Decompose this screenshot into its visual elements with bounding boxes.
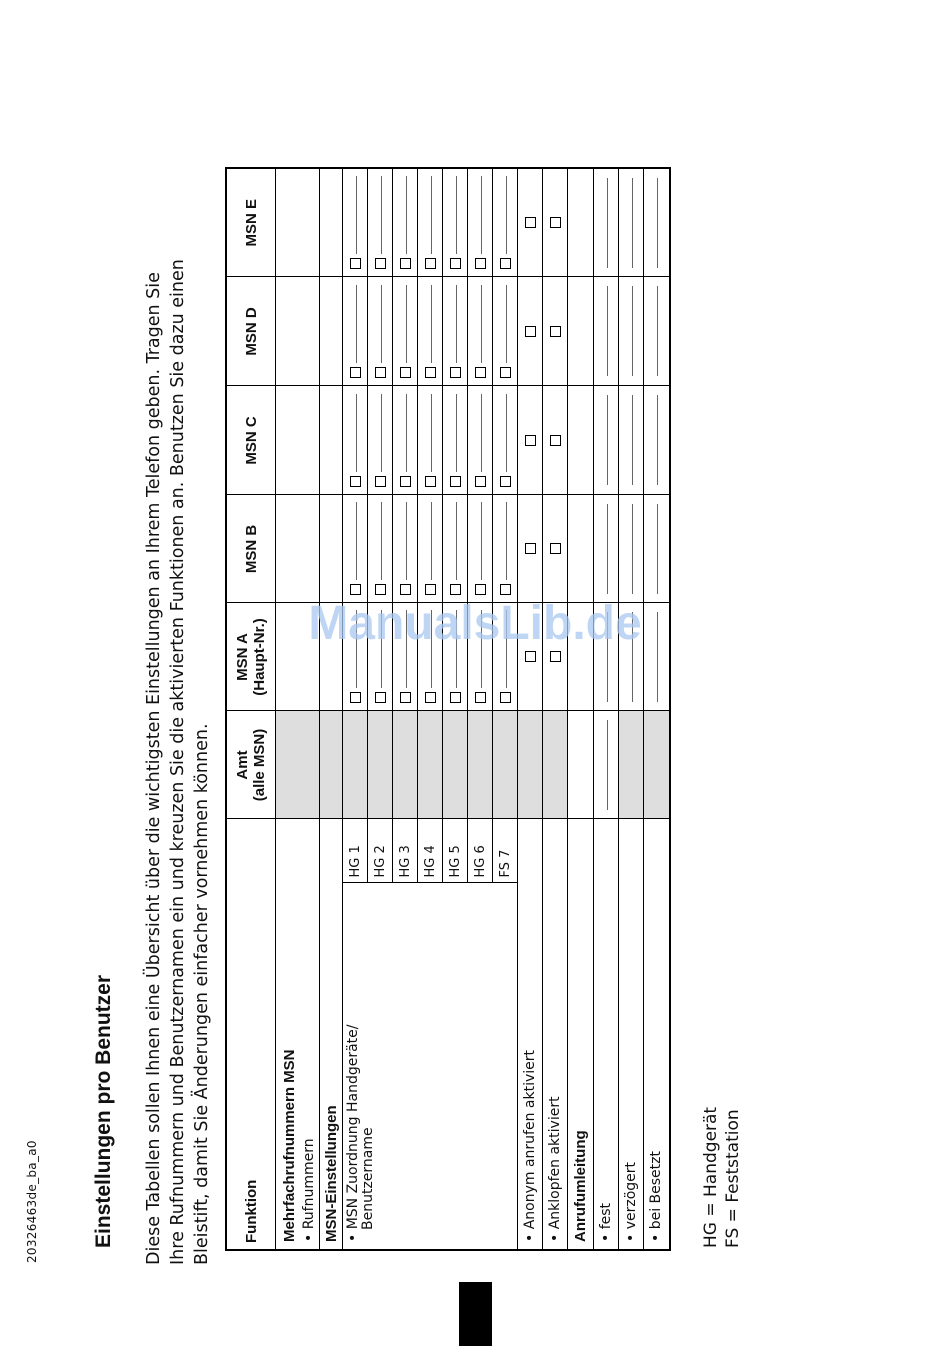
checkbox[interactable]: [475, 477, 486, 488]
msn-d-entry-cell[interactable]: [493, 277, 518, 386]
msn-b-entry-cell[interactable]: [343, 495, 368, 603]
msn-a-cell[interactable]: [276, 603, 320, 711]
table-row-anrufumleitung: [568, 168, 594, 1250]
entry-line[interactable]: [606, 396, 608, 486]
checkbox[interactable]: [450, 585, 461, 596]
msn-e-line-cell[interactable]: [594, 168, 619, 277]
msn-d-entry-cell[interactable]: [418, 277, 443, 386]
entry-line[interactable]: [480, 286, 482, 364]
entry-line[interactable]: [656, 612, 658, 702]
document-id: 20326463de_ba_a0: [25, 1140, 39, 1263]
checkbox[interactable]: [450, 259, 461, 270]
watermark: ManualsLib.de: [308, 597, 642, 650]
msn-a-line-cell[interactable]: [644, 603, 670, 711]
header-amt: [226, 711, 276, 819]
msn-d-entry-cell[interactable]: [468, 277, 493, 386]
checkbox[interactable]: [400, 585, 411, 596]
checkbox[interactable]: [500, 477, 511, 488]
msn-d-line-cell[interactable]: [619, 277, 644, 386]
checkbox[interactable]: [500, 585, 511, 596]
entry-line[interactable]: [631, 178, 633, 268]
entry-line[interactable]: [380, 286, 382, 364]
checkbox[interactable]: [350, 368, 361, 379]
amt-line-cell[interactable]: [594, 711, 619, 819]
table-row-msn-einstellungen: [320, 168, 343, 1250]
msn-d-entry-cell[interactable]: [368, 277, 393, 386]
msn-e-line-cell[interactable]: [619, 168, 644, 277]
checkbox[interactable]: [375, 585, 386, 596]
entry-line[interactable]: [405, 503, 407, 581]
msn-e-cell[interactable]: [276, 168, 320, 277]
msn-d-checkbox-cell[interactable]: [518, 277, 543, 386]
checkbox[interactable]: [525, 652, 536, 663]
checkbox[interactable]: [350, 477, 361, 488]
header-msn-e: MSN E: [226, 168, 276, 277]
entry-line[interactable]: [430, 503, 432, 581]
zuordnung-label: [343, 883, 518, 1250]
entry-line[interactable]: [505, 611, 507, 689]
amt-cell: [393, 711, 418, 819]
msn-e-entry-cell[interactable]: [343, 168, 368, 277]
msn-e-entry-cell[interactable]: [493, 168, 518, 277]
intro-line-1: Diese Tabellen sollen Ihnen eine Übersicht über die wichtigsten Einstellungen an Ihrem Telefon geben. Tragen Sie: [144, 272, 164, 1265]
header-msn-a-line2: (Haupt-Nr.): [251, 618, 268, 696]
checkbox[interactable]: [425, 368, 436, 379]
msn-c-line-cell[interactable]: [619, 386, 644, 495]
entry-line[interactable]: [355, 395, 357, 473]
msn-e-entry-cell[interactable]: [393, 168, 418, 277]
msn-e-entry-cell[interactable]: [368, 168, 393, 277]
msn-d-line-cell[interactable]: [594, 277, 619, 386]
entry-line[interactable]: [480, 177, 482, 255]
header-msn-a-line1: MSN A: [234, 633, 251, 681]
entry-line[interactable]: [480, 503, 482, 581]
checkbox[interactable]: [475, 259, 486, 270]
msn-a-checkbox-cell[interactable]: [518, 603, 543, 711]
rufnummern-label: • Rufnummern: [301, 1138, 317, 1242]
msn-b-checkbox-cell[interactable]: [543, 495, 568, 603]
msn-e-entry-cell[interactable]: [418, 168, 443, 277]
entry-line[interactable]: [606, 612, 608, 702]
intro-line-3: Bleistift, damit Sie Änderungen einfacher vornehmen können.: [192, 723, 212, 1265]
msn-a-entry-cell[interactable]: [443, 603, 468, 711]
checkbox[interactable]: [450, 693, 461, 704]
entry-line[interactable]: [631, 612, 633, 702]
page-edge-tab: [459, 1282, 492, 1346]
msn-a-entry-cell[interactable]: [493, 603, 518, 711]
msn-c-entry-cell[interactable]: [343, 386, 368, 495]
checkbox[interactable]: [425, 693, 436, 704]
table-header-row: [226, 168, 276, 1250]
entry-line[interactable]: [430, 395, 432, 473]
amt-cell: [418, 711, 443, 819]
entry-line[interactable]: [606, 720, 608, 810]
amt-cell: [568, 711, 594, 819]
msn-a-cell: [320, 603, 343, 711]
msn-c-line-cell[interactable]: [594, 386, 619, 495]
entry-line[interactable]: [455, 177, 457, 255]
msn-d-entry-cell[interactable]: [343, 277, 368, 386]
entry-line[interactable]: [480, 611, 482, 689]
msn-c-cell: [320, 386, 343, 495]
besetzt-label: • bei Besetzt: [644, 819, 670, 1250]
entry-line[interactable]: [631, 396, 633, 486]
checkbox[interactable]: [550, 544, 561, 555]
anrufumleitung-label: Anrufumleitung: [568, 819, 594, 1250]
entry-line[interactable]: [631, 287, 633, 377]
entry-line[interactable]: [505, 177, 507, 255]
table-row-device: [343, 168, 368, 1250]
msn-d-cell[interactable]: [276, 277, 320, 386]
msn-d-line-cell[interactable]: [644, 277, 670, 386]
entry-line[interactable]: [505, 503, 507, 581]
checkbox[interactable]: [475, 585, 486, 596]
entry-line[interactable]: [380, 503, 382, 581]
entry-line[interactable]: [355, 177, 357, 255]
device-label: HG 5: [443, 819, 468, 883]
msn-c-cell[interactable]: [276, 386, 320, 495]
checkbox[interactable]: [375, 693, 386, 704]
checkbox[interactable]: [550, 652, 561, 663]
table-row-anonym: [518, 168, 543, 1250]
msn-a-entry-cell[interactable]: [418, 603, 443, 711]
entry-line[interactable]: [380, 395, 382, 473]
header-amt-line2: (alle MSN): [251, 728, 268, 802]
msn-b-line-cell[interactable]: [594, 495, 619, 603]
entry-line[interactable]: [405, 395, 407, 473]
msn-b-entry-cell[interactable]: [418, 495, 443, 603]
checkbox[interactable]: [350, 693, 361, 704]
entry-line[interactable]: [455, 395, 457, 473]
header-funktion: Funktion: [226, 819, 276, 1250]
msn-e-checkbox-cell[interactable]: [543, 168, 568, 277]
checkbox[interactable]: [500, 259, 511, 270]
entry-line[interactable]: [455, 503, 457, 581]
msn-e-line-cell[interactable]: [644, 168, 670, 277]
msn-a-line-cell[interactable]: [619, 603, 644, 711]
checkbox[interactable]: [375, 368, 386, 379]
amt-cell: [644, 711, 670, 819]
footer-legend: [700, 1107, 744, 1248]
amt-cell: [276, 711, 320, 819]
checkbox[interactable]: [500, 368, 511, 379]
table-row-fest: [594, 168, 619, 1250]
header-amt-line1: Amt: [234, 750, 251, 780]
device-rows: [343, 168, 518, 1250]
entry-line[interactable]: [656, 504, 658, 594]
entry-line[interactable]: [455, 286, 457, 364]
amt-cell: [493, 711, 518, 819]
checkbox[interactable]: [375, 477, 386, 488]
msn-b-cell: [320, 495, 343, 603]
device-label: HG 3: [393, 819, 418, 883]
anonym-label: • Anonym anrufen aktiviert: [518, 819, 543, 1250]
checkbox[interactable]: [400, 368, 411, 379]
msn-c-entry-cell[interactable]: [418, 386, 443, 495]
mehrfach-title: Mehrfachrufnummern MSN: [281, 1049, 298, 1242]
msn-e-checkbox-cell[interactable]: [518, 168, 543, 277]
msn-c-entry-cell[interactable]: [443, 386, 468, 495]
msn-b-cell: [568, 495, 594, 603]
msn-c-entry-cell[interactable]: [393, 386, 418, 495]
entry-line[interactable]: [656, 396, 658, 486]
mehrfach-label: [276, 819, 320, 1250]
checkbox[interactable]: [400, 259, 411, 270]
checkbox[interactable]: [525, 544, 536, 555]
entry-line[interactable]: [355, 503, 357, 581]
msn-a-cell: [568, 603, 594, 711]
msn-a-line-cell[interactable]: [594, 603, 619, 711]
amt-cell: [468, 711, 493, 819]
entry-line[interactable]: [606, 504, 608, 594]
checkbox[interactable]: [500, 693, 511, 704]
entry-line[interactable]: [631, 504, 633, 594]
entry-line[interactable]: [480, 395, 482, 473]
checkbox[interactable]: [525, 217, 536, 228]
checkbox[interactable]: [425, 477, 436, 488]
table-row-besetzt: [644, 168, 670, 1250]
msn-d-checkbox-cell[interactable]: [543, 277, 568, 386]
header-msn-c: MSN C: [226, 386, 276, 495]
entry-line[interactable]: [380, 611, 382, 689]
device-label: FS 7: [493, 819, 518, 883]
msn-a-entry-cell[interactable]: [393, 603, 418, 711]
entry-line[interactable]: [405, 611, 407, 689]
fest-label: • fest: [594, 819, 619, 1250]
table-row-verzoegert: [619, 168, 644, 1250]
entry-line[interactable]: [430, 286, 432, 364]
msn-b-cell[interactable]: [276, 495, 320, 603]
anklopfen-label: • Anklopfen aktiviert: [543, 819, 568, 1250]
amt-cell: [543, 711, 568, 819]
msn-d-cell: [568, 277, 594, 386]
msn-a-entry-cell[interactable]: [468, 603, 493, 711]
entry-line[interactable]: [505, 395, 507, 473]
header-msn-d: MSN D: [226, 277, 276, 386]
checkbox[interactable]: [400, 693, 411, 704]
msn-c-entry-cell[interactable]: [468, 386, 493, 495]
checkbox[interactable]: [475, 693, 486, 704]
checkbox[interactable]: [550, 326, 561, 337]
msn-b-entry-cell[interactable]: [493, 495, 518, 603]
msn-c-line-cell[interactable]: [644, 386, 670, 495]
checkbox[interactable]: [425, 259, 436, 270]
checkbox[interactable]: [375, 259, 386, 270]
msn-b-entry-cell[interactable]: [393, 495, 418, 603]
msn-b-checkbox-cell[interactable]: [518, 495, 543, 603]
device-label: HG 6: [468, 819, 493, 883]
entry-line[interactable]: [430, 177, 432, 255]
intro-text: [142, 165, 214, 1265]
amt-cell: [368, 711, 393, 819]
msn-b-entry-cell[interactable]: [368, 495, 393, 603]
checkbox[interactable]: [425, 585, 436, 596]
checkbox[interactable]: [550, 435, 561, 446]
msn-a-entry-cell[interactable]: [343, 603, 368, 711]
settings-table: [225, 167, 671, 1251]
msn-e-cell: [320, 168, 343, 277]
table-row-anklopfen: [543, 168, 568, 1250]
amt-cell: [518, 711, 543, 819]
msn-d-entry-cell[interactable]: [393, 277, 418, 386]
amt-cell: [443, 711, 468, 819]
checkbox[interactable]: [525, 435, 536, 446]
entry-line[interactable]: [505, 286, 507, 364]
device-label: HG 4: [418, 819, 443, 883]
intro-line-2: Ihre Rufnummern und Benutzernamen ein und kreuzen Sie die aktivierten Funktionen an. Benutzen Sie dazu einen: [168, 259, 188, 1265]
verzoegert-label: • verzögert: [619, 819, 644, 1250]
msn-b-entry-cell[interactable]: [443, 495, 468, 603]
msn-c-checkbox-cell[interactable]: [518, 386, 543, 495]
legend-hg: HG = Handgerät: [701, 1106, 721, 1248]
device-label: HG 1: [343, 819, 368, 883]
msn-c-entry-cell[interactable]: [493, 386, 518, 495]
checkbox[interactable]: [350, 585, 361, 596]
entry-line[interactable]: [355, 611, 357, 689]
entry-line[interactable]: [606, 178, 608, 268]
msn-e-cell: [568, 168, 594, 277]
legend-fs: FS = Feststation: [723, 1109, 743, 1248]
msn-b-line-cell[interactable]: [644, 495, 670, 603]
checkbox[interactable]: [475, 368, 486, 379]
msn-einstellungen-label: MSN-Einstellungen: [320, 819, 343, 1250]
zuordnung-line2: Benutzername: [360, 1127, 376, 1230]
msn-c-cell: [568, 386, 594, 495]
entry-line[interactable]: [355, 286, 357, 364]
msn-d-entry-cell[interactable]: [443, 277, 468, 386]
entry-line[interactable]: [405, 177, 407, 255]
msn-c-checkbox-cell[interactable]: [543, 386, 568, 495]
msn-e-entry-cell[interactable]: [468, 168, 493, 277]
amt-cell: [619, 711, 644, 819]
entry-line[interactable]: [606, 287, 608, 377]
msn-b-line-cell[interactable]: [619, 495, 644, 603]
checkbox[interactable]: [450, 368, 461, 379]
entry-line[interactable]: [455, 611, 457, 689]
zuordnung-line1: • MSN Zuordnung Handgeräte/: [345, 1024, 361, 1242]
msn-a-checkbox-cell[interactable]: [543, 603, 568, 711]
checkbox[interactable]: [350, 259, 361, 270]
entry-line[interactable]: [430, 611, 432, 689]
checkbox[interactable]: [550, 217, 561, 228]
msn-e-entry-cell[interactable]: [443, 168, 468, 277]
amt-cell: [343, 711, 368, 819]
msn-c-entry-cell[interactable]: [368, 386, 393, 495]
msn-b-entry-cell[interactable]: [468, 495, 493, 603]
table-row-mehrfach: [276, 168, 320, 1250]
page-title: Einstellungen pro Benutzer: [92, 974, 115, 1248]
checkbox[interactable]: [400, 477, 411, 488]
entry-line[interactable]: [380, 177, 382, 255]
amt-cell: [320, 711, 343, 819]
msn-a-entry-cell[interactable]: [368, 603, 393, 711]
checkbox[interactable]: [525, 326, 536, 337]
entry-line[interactable]: [405, 286, 407, 364]
entry-line[interactable]: [656, 178, 658, 268]
header-msn-b: MSN B: [226, 495, 276, 603]
device-label: HG 2: [368, 819, 393, 883]
header-msn-a: [226, 603, 276, 711]
msn-d-cell: [320, 277, 343, 386]
entry-line[interactable]: [656, 287, 658, 377]
checkbox[interactable]: [450, 477, 461, 488]
